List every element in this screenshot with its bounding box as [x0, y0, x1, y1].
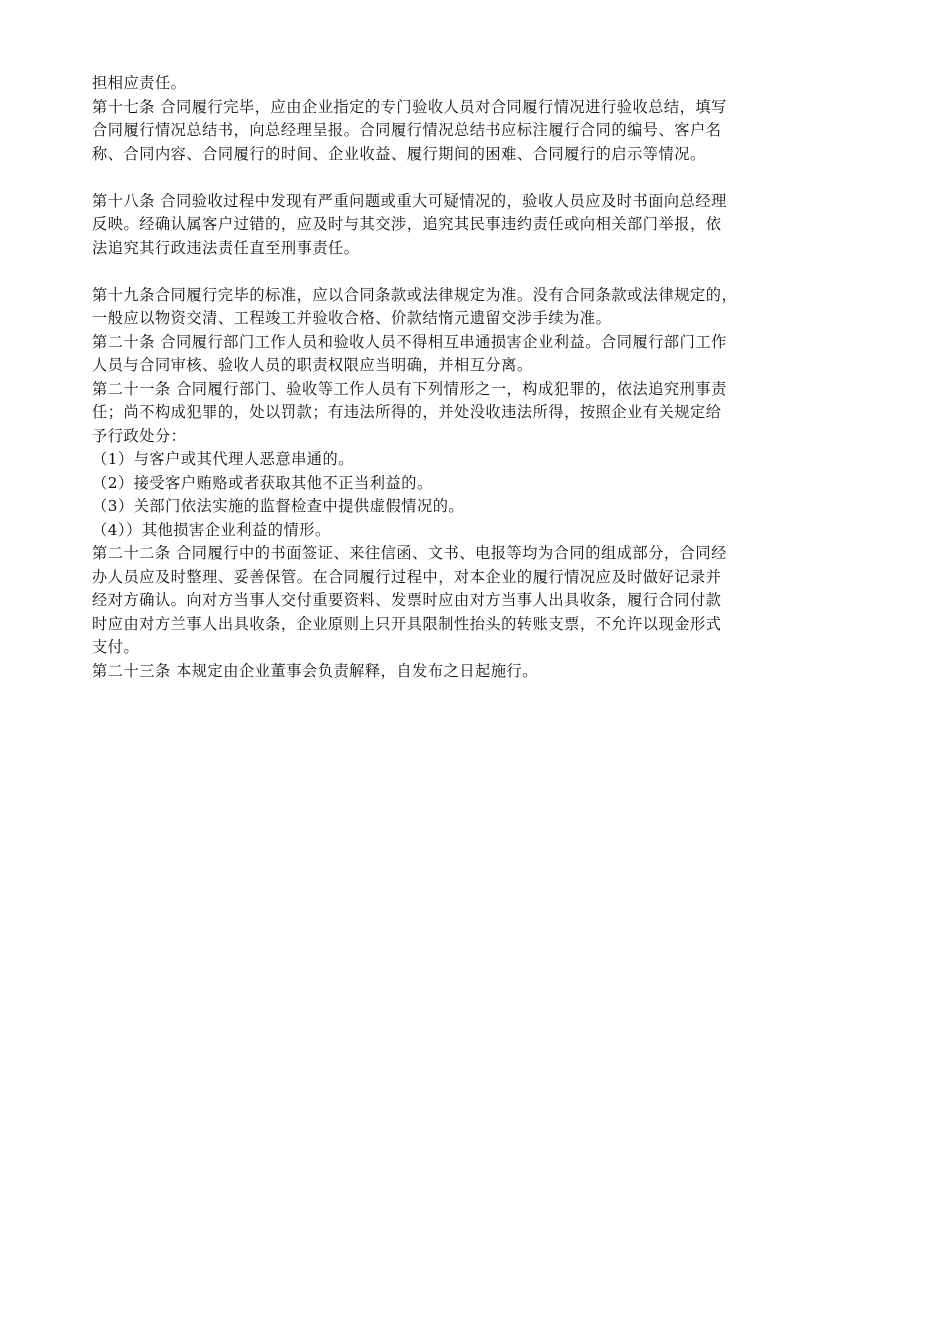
list-item: （3）关部门依法实施的监督检查中提供虚假情况的。: [92, 497, 465, 515]
text-line: 办人员应及时整理、妥善保管。在合同履行过程中，对本企业的履行情况应及时做好记录并: [92, 567, 722, 586]
text-line: 合同履行情况总结书，向总经理呈报。合同履行情况总结书应标注履行合同的编号、客户名: [92, 121, 722, 139]
list-item: （4））其他损害企业利益的情形。: [92, 520, 331, 539]
text-line: 第二十二条 合同履行中的书面签证、来往信函、文书、电报等均为合同的组成部分，合同经: [92, 544, 727, 562]
paragraph-gap: [92, 166, 862, 190]
text-line: 第二十条 合同履行部门工作人员和验收人员不得相互串通损害企业利益。合同履行部门工作: [92, 332, 727, 351]
text-line: 担相应责任。: [92, 74, 187, 92]
list-item: （1）与客户或其代理人恶意串通的。: [92, 450, 355, 468]
text-line: 支付。: [92, 638, 140, 656]
list-item: （2）接受客户贿赂或者获取其他不正当利益的。: [92, 473, 433, 492]
paragraph-gap: [92, 260, 862, 284]
text-line: 称、合同内容、合同履行的时间、企业收益、履行期间的困难、合同履行的启示等情况。: [92, 144, 706, 163]
text-line: 反映。经确认属客户过错的，应及时与其交涉，追究其民事违约责任或向相关部门举报，依: [92, 215, 722, 233]
text-line: 一般应以物资交清、工程竣工并验收合格、价款结惰元遗留交涉手续为准。: [92, 309, 612, 327]
text-line: 第十七条 合同履行完毕，应由企业指定的专门验收人员对合同履行情况进行验收总结，填写: [92, 97, 727, 116]
text-line: 时应由对方兰事人出具收条，企业原则上只开具限制性抬头的转账支票，不允许以现金形式: [92, 614, 722, 633]
text-line: 第十九条合同履行完毕的标准，应以合同条款或法律规定为准。没有合同条款或法律规定的，: [92, 285, 738, 304]
text-line: 予行政处分：: [92, 426, 187, 445]
text-line: 人员与合同审核、验收人员的职责权限应当明确，并相互分离。: [92, 356, 533, 374]
text-line: 经对方确认。向对方当事人交付重要资料、发票时应由对方当事人出具收条，履行合同付款: [92, 591, 722, 609]
text-line: 任；尚不构成犯罪的，处以罚款；有违法所得的，并处没收违法所得，按照企业有关规定给: [92, 403, 722, 421]
text-line: 第十八条 合同验收过程中发现有严重问题或重大可疑情况的，验收人员应及时书面向总经理: [92, 191, 727, 210]
text-line: 第二十三条 本规定由企业董事会负责解释，自发布之日起施行。: [92, 661, 539, 680]
document-body: [92, 72, 862, 683]
text-line: 法追究其行政违法责任直至刑事责任。: [92, 238, 360, 257]
text-line: 第二十一条 合同履行部门、验收等工作人员有下列情形之一，构成犯罪的，依法追究刑事责: [92, 379, 727, 398]
